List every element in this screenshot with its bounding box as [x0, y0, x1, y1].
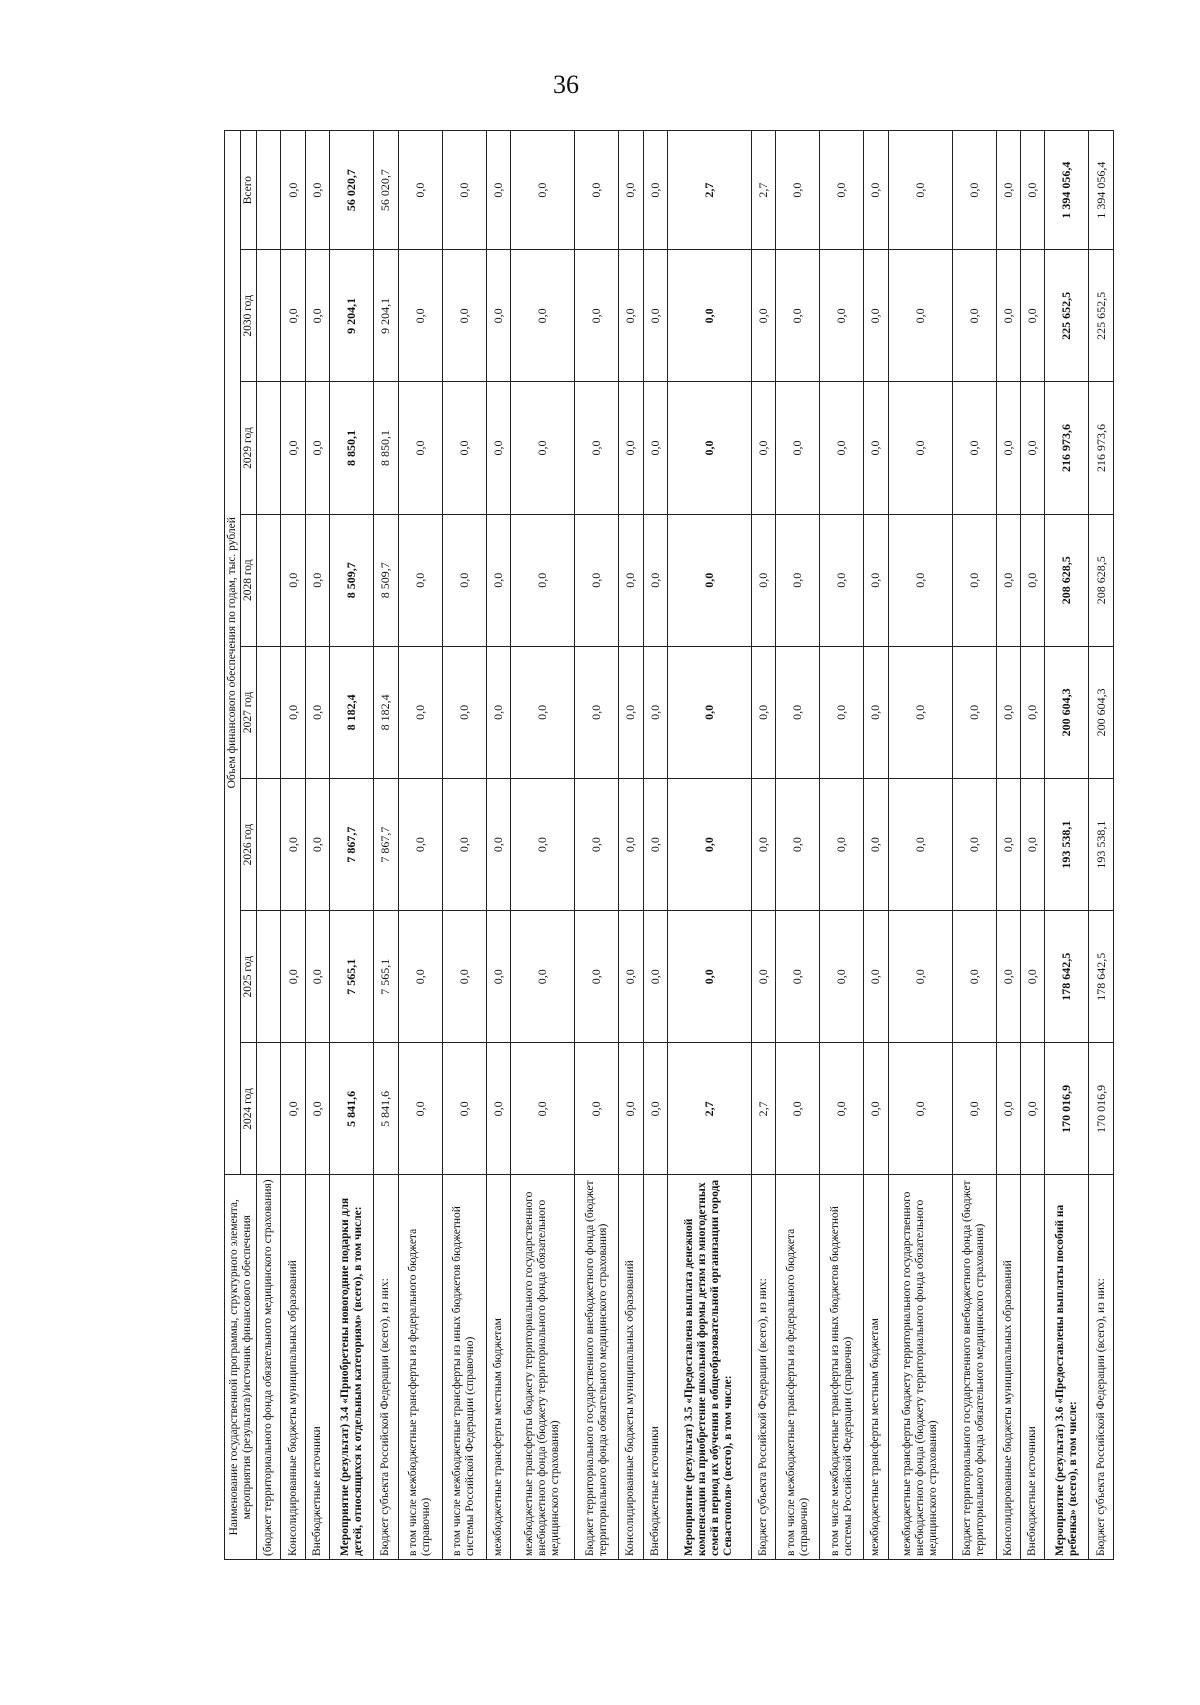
row-total-cell: 0,0: [511, 131, 575, 250]
table-row: [952, 131, 996, 1560]
row-value-cell: 200 604,3: [1045, 646, 1089, 778]
row-value-cell: 0,0: [643, 382, 667, 514]
row-value-cell: 0,0: [305, 778, 329, 910]
row-value-cell: 0,0: [619, 778, 643, 910]
row-value-cell: 0,0: [442, 646, 486, 778]
row-total-cell: 0,0: [820, 131, 864, 250]
row-value-cell: 0,0: [1020, 778, 1044, 910]
header-row-group: [225, 131, 241, 1560]
row-value-cell: 0,0: [442, 911, 486, 1043]
row-value-cell: 0,0: [996, 1043, 1020, 1175]
row-total-cell: 1 394 056,4: [1045, 131, 1089, 250]
row-value-cell: [257, 646, 281, 778]
row-value-cell: 8 509,7: [374, 514, 398, 646]
row-value-cell: 0,0: [775, 911, 819, 1043]
row-total-cell: 0,0: [643, 131, 667, 250]
row-value-cell: 0,0: [575, 250, 619, 382]
row-value-cell: 8 182,4: [374, 646, 398, 778]
header-year-cell: 2027 год: [241, 646, 257, 778]
header-year-cell: 2024 год: [241, 1043, 257, 1175]
table-row: [888, 131, 952, 1560]
table-row: [442, 131, 486, 1560]
row-value-cell: 0,0: [775, 514, 819, 646]
row-value-cell: 0,0: [667, 382, 751, 514]
row-value-cell: 0,0: [486, 778, 510, 910]
row-value-cell: 193 538,1: [1045, 778, 1089, 910]
row-value-cell: 0,0: [511, 1043, 575, 1175]
row-label-cell: межбюджетные трансферты местным бюджетам: [864, 1175, 888, 1560]
table-row: [330, 131, 374, 1560]
row-label-cell: (бюджет территориального фонда обязательного медицинского страхования): [257, 1175, 281, 1560]
row-value-cell: 0,0: [952, 514, 996, 646]
row-value-cell: 0,0: [775, 1043, 819, 1175]
table-row: [619, 131, 643, 1560]
row-value-cell: 0,0: [575, 911, 619, 1043]
row-value-cell: 0,0: [486, 911, 510, 1043]
row-value-cell: 8 509,7: [330, 514, 374, 646]
row-value-cell: 0,0: [398, 382, 442, 514]
row-label-cell: межбюджетные трансферты бюджету территориального государственного внебюджетного фонда (бюджету территориального фонда обязательного медицинского страхования): [511, 1175, 575, 1560]
row-total-cell: 56 020,7: [374, 131, 398, 250]
row-value-cell: 7 867,7: [330, 778, 374, 910]
row-value-cell: 5 841,6: [374, 1043, 398, 1175]
row-value-cell: 0,0: [952, 911, 996, 1043]
row-value-cell: 0,0: [996, 514, 1020, 646]
row-total-cell: 56 020,7: [330, 131, 374, 250]
row-value-cell: 0,0: [864, 646, 888, 778]
row-value-cell: 225 652,5: [1045, 250, 1089, 382]
row-value-cell: 0,0: [643, 1043, 667, 1175]
row-value-cell: 0,0: [864, 911, 888, 1043]
table-row: [667, 131, 751, 1560]
row-value-cell: 0,0: [281, 646, 305, 778]
table-row: [257, 131, 281, 1560]
row-value-cell: 178 642,5: [1089, 911, 1114, 1043]
row-value-cell: 0,0: [751, 250, 775, 382]
row-total-cell: 0,0: [486, 131, 510, 250]
table-row: [575, 131, 619, 1560]
row-label-cell: межбюджетные трансферты местным бюджетам: [486, 1175, 510, 1560]
row-value-cell: 208 628,5: [1045, 514, 1089, 646]
row-value-cell: 225 652,5: [1089, 250, 1114, 382]
row-value-cell: 0,0: [952, 382, 996, 514]
row-total-cell: 0,0: [996, 131, 1020, 250]
row-value-cell: 0,0: [888, 250, 952, 382]
row-value-cell: 170 016,9: [1089, 1043, 1114, 1175]
row-value-cell: 0,0: [952, 778, 996, 910]
row-value-cell: 0,0: [619, 514, 643, 646]
table-row: [751, 131, 775, 1560]
row-value-cell: 0,0: [751, 911, 775, 1043]
row-value-cell: 0,0: [281, 911, 305, 1043]
row-value-cell: 0,0: [1020, 250, 1044, 382]
row-value-cell: [257, 778, 281, 910]
row-value-cell: 0,0: [775, 646, 819, 778]
row-total-cell: 2,7: [751, 131, 775, 250]
row-value-cell: 0,0: [888, 1043, 952, 1175]
row-value-cell: 0,0: [281, 514, 305, 646]
row-value-cell: 0,0: [667, 514, 751, 646]
row-value-cell: 0,0: [398, 1043, 442, 1175]
row-value-cell: 7 565,1: [330, 911, 374, 1043]
row-value-cell: 0,0: [575, 646, 619, 778]
row-value-cell: 0,0: [305, 1043, 329, 1175]
table-row: [374, 131, 398, 1560]
table-container: [224, 130, 1114, 1560]
row-value-cell: 0,0: [442, 250, 486, 382]
row-value-cell: [257, 250, 281, 382]
row-value-cell: 0,0: [864, 250, 888, 382]
row-value-cell: 0,0: [398, 514, 442, 646]
row-label-cell: Консолидированные бюджеты муниципальных образований: [996, 1175, 1020, 1560]
row-value-cell: 0,0: [398, 911, 442, 1043]
row-value-cell: 0,0: [996, 250, 1020, 382]
row-value-cell: 5 841,6: [330, 1043, 374, 1175]
header-total-cell: Всего: [241, 131, 257, 250]
row-value-cell: 0,0: [619, 382, 643, 514]
table-row: [398, 131, 442, 1560]
row-value-cell: 0,0: [305, 911, 329, 1043]
row-value-cell: 0,0: [486, 514, 510, 646]
header-year-cell: 2030 год: [241, 250, 257, 382]
row-value-cell: 0,0: [281, 778, 305, 910]
row-value-cell: 0,0: [820, 911, 864, 1043]
row-value-cell: 0,0: [398, 778, 442, 910]
row-value-cell: 0,0: [511, 514, 575, 646]
row-value-cell: 0,0: [820, 1043, 864, 1175]
row-value-cell: 0,0: [486, 1043, 510, 1175]
row-total-cell: 0,0: [619, 131, 643, 250]
row-value-cell: 0,0: [398, 646, 442, 778]
row-value-cell: 0,0: [643, 911, 667, 1043]
row-label-cell: межбюджетные трансферты бюджету территориального государственного внебюджетного фонда (бюджету территориального фонда обязательного медицинского страхования): [888, 1175, 952, 1560]
row-value-cell: 0,0: [398, 250, 442, 382]
table-row: [820, 131, 864, 1560]
table-row: [486, 131, 510, 1560]
row-value-cell: 0,0: [575, 1043, 619, 1175]
row-value-cell: 216 973,6: [1045, 382, 1089, 514]
table-row: [281, 131, 305, 1560]
row-value-cell: 170 016,9: [1045, 1043, 1089, 1175]
table-row: [864, 131, 888, 1560]
row-value-cell: 0,0: [888, 911, 952, 1043]
row-value-cell: 0,0: [864, 382, 888, 514]
row-value-cell: 0,0: [751, 646, 775, 778]
row-value-cell: 8 850,1: [330, 382, 374, 514]
table-row: [775, 131, 819, 1560]
row-label-cell: в том числе межбюджетные трансферты из федерального бюджета (справочно): [398, 1175, 442, 1560]
row-value-cell: 0,0: [775, 382, 819, 514]
row-value-cell: 0,0: [643, 250, 667, 382]
row-value-cell: 0,0: [667, 250, 751, 382]
row-value-cell: 2,7: [751, 1043, 775, 1175]
row-value-cell: 0,0: [952, 250, 996, 382]
row-value-cell: 0,0: [667, 911, 751, 1043]
row-value-cell: 0,0: [511, 778, 575, 910]
row-value-cell: 0,0: [511, 382, 575, 514]
row-value-cell: 0,0: [820, 778, 864, 910]
row-value-cell: 0,0: [575, 778, 619, 910]
row-label-cell: Бюджет субъекта Российской Федерации (всего), из них:: [1089, 1175, 1114, 1560]
row-value-cell: 0,0: [643, 646, 667, 778]
row-value-cell: 0,0: [305, 250, 329, 382]
row-value-cell: 0,0: [864, 778, 888, 910]
row-value-cell: 0,0: [751, 514, 775, 646]
row-value-cell: 193 538,1: [1089, 778, 1114, 910]
row-total-cell: 0,0: [864, 131, 888, 250]
row-value-cell: 0,0: [775, 250, 819, 382]
header-year-cell: 2029 год: [241, 382, 257, 514]
row-value-cell: 0,0: [619, 911, 643, 1043]
table-row: [1089, 131, 1114, 1560]
row-label-cell: в том числе межбюджетные трансферты из иных бюджетов бюджетной системы Российской Федерации (справочно): [820, 1175, 864, 1560]
row-value-cell: 0,0: [486, 382, 510, 514]
row-value-cell: 0,0: [820, 250, 864, 382]
row-value-cell: 8 182,4: [330, 646, 374, 778]
row-total-cell: 1 394 056,4: [1089, 131, 1114, 250]
row-total-cell: 0,0: [398, 131, 442, 250]
row-value-cell: 0,0: [952, 646, 996, 778]
row-label-cell: Внебюджетные источники: [1020, 1175, 1044, 1560]
row-label-cell: в том числе межбюджетные трансферты из иных бюджетов бюджетной системы Российской Федерации (справочно): [442, 1175, 486, 1560]
row-value-cell: 0,0: [888, 778, 952, 910]
row-value-cell: 7 565,1: [374, 911, 398, 1043]
row-value-cell: 0,0: [775, 778, 819, 910]
row-value-cell: 9 204,1: [330, 250, 374, 382]
row-value-cell: 0,0: [820, 646, 864, 778]
table-row: [1020, 131, 1044, 1560]
row-label-cell: Мероприятие (результат) 3.6 «Предоставлены выплаты пособий на ребенка» (всего), в том числе:: [1045, 1175, 1089, 1560]
row-total-cell: 0,0: [775, 131, 819, 250]
financing-table: [224, 130, 1114, 1560]
row-value-cell: 0,0: [864, 1043, 888, 1175]
row-value-cell: 0,0: [952, 1043, 996, 1175]
row-total-cell: 0,0: [281, 131, 305, 250]
row-value-cell: 0,0: [667, 778, 751, 910]
row-value-cell: 0,0: [1020, 382, 1044, 514]
table-row: [643, 131, 667, 1560]
row-value-cell: 0,0: [442, 514, 486, 646]
row-label-cell: Бюджет территориального государственного внебюджетного фонда (бюджет территориального фонда обязательного медицинского страхования): [575, 1175, 619, 1560]
table-row: [305, 131, 329, 1560]
row-value-cell: 0,0: [511, 250, 575, 382]
row-total-cell: 0,0: [442, 131, 486, 250]
row-value-cell: 178 642,5: [1045, 911, 1089, 1043]
row-value-cell: 0,0: [888, 646, 952, 778]
row-label-cell: Мероприятие (результат) 3.5 «Предоставлена выплата денежной компенсации на приобретение школьной формы детям из многодетных семей в период их обучения в общеобразовательной организации города Севастополя» (всего), в том числе:: [667, 1175, 751, 1560]
row-value-cell: 0,0: [751, 382, 775, 514]
row-value-cell: [257, 911, 281, 1043]
row-value-cell: 0,0: [820, 382, 864, 514]
page-number: 36: [553, 70, 579, 99]
row-value-cell: 0,0: [511, 646, 575, 778]
table-row: [996, 131, 1020, 1560]
row-value-cell: 0,0: [575, 382, 619, 514]
row-label-cell: Бюджет территориального государственного внебюджетного фонда (бюджет территориального фонда обязательного медицинского страхования): [952, 1175, 996, 1560]
row-value-cell: 0,0: [442, 778, 486, 910]
row-total-cell: 2,7: [667, 131, 751, 250]
row-value-cell: 0,0: [511, 911, 575, 1043]
row-value-cell: [257, 1043, 281, 1175]
row-value-cell: 0,0: [281, 382, 305, 514]
row-label-cell: Внебюджетные источники: [305, 1175, 329, 1560]
row-value-cell: 0,0: [442, 1043, 486, 1175]
row-label-cell: Мероприятие (результат) 3.4 «Приобретены новогодние подарки для детей, относящихся к отдельным категориям» (всего), в том числе:: [330, 1175, 374, 1560]
header-group-cell: Объем финансового обеспечения по годам, тыс. рублей: [225, 131, 241, 1175]
row-total-cell: 0,0: [888, 131, 952, 250]
row-label-cell: Внебюджетные источники: [643, 1175, 667, 1560]
row-value-cell: [257, 514, 281, 646]
row-total-cell: 0,0: [952, 131, 996, 250]
row-value-cell: 0,0: [888, 514, 952, 646]
row-value-cell: 208 628,5: [1089, 514, 1114, 646]
row-value-cell: 0,0: [486, 250, 510, 382]
row-value-cell: 0,0: [281, 1043, 305, 1175]
row-value-cell: 0,0: [305, 646, 329, 778]
row-value-cell: 0,0: [1020, 911, 1044, 1043]
row-value-cell: 0,0: [888, 382, 952, 514]
row-value-cell: 0,0: [305, 514, 329, 646]
header-name-cell: Наименование государственной программы, структурного элемента, мероприятия (результата)/источник финансового обеспечения: [225, 1175, 257, 1560]
row-value-cell: 0,0: [996, 778, 1020, 910]
row-value-cell: 0,0: [667, 646, 751, 778]
row-label-cell: Консолидированные бюджеты муниципальных образований: [619, 1175, 643, 1560]
table-row: [511, 131, 575, 1560]
row-value-cell: 0,0: [442, 382, 486, 514]
row-value-cell: 7 867,7: [374, 778, 398, 910]
row-value-cell: 0,0: [281, 250, 305, 382]
row-value-cell: 2,7: [667, 1043, 751, 1175]
row-value-cell: 200 604,3: [1089, 646, 1114, 778]
row-total-cell: 0,0: [1020, 131, 1044, 250]
header-year-cell: 2028 год: [241, 514, 257, 646]
row-value-cell: 0,0: [1020, 1043, 1044, 1175]
row-value-cell: 0,0: [643, 514, 667, 646]
row-value-cell: 0,0: [619, 1043, 643, 1175]
row-value-cell: 0,0: [305, 382, 329, 514]
header-year-cell: 2026 год: [241, 778, 257, 910]
header-year-cell: 2025 год: [241, 911, 257, 1043]
row-label-cell: в том числе межбюджетные трансферты из федерального бюджета (справочно): [775, 1175, 819, 1560]
row-value-cell: 9 204,1: [374, 250, 398, 382]
row-value-cell: 0,0: [619, 646, 643, 778]
row-value-cell: 216 973,6: [1089, 382, 1114, 514]
row-value-cell: 0,0: [864, 514, 888, 646]
row-value-cell: 0,0: [575, 514, 619, 646]
row-value-cell: 0,0: [486, 646, 510, 778]
row-value-cell: 0,0: [996, 911, 1020, 1043]
row-value-cell: 0,0: [996, 646, 1020, 778]
rotated-table-frame: [224, 130, 1114, 1560]
row-value-cell: [257, 382, 281, 514]
row-total-cell: 0,0: [575, 131, 619, 250]
row-value-cell: 0,0: [1020, 514, 1044, 646]
table-row: [1045, 131, 1089, 1560]
row-value-cell: 0,0: [643, 778, 667, 910]
row-label-cell: Бюджет субъекта Российской Федерации (всего), из них:: [751, 1175, 775, 1560]
row-value-cell: 0,0: [619, 250, 643, 382]
row-total-cell: [257, 131, 281, 250]
row-value-cell: 0,0: [1020, 646, 1044, 778]
row-label-cell: Консолидированные бюджеты муниципальных образований: [281, 1175, 305, 1560]
row-value-cell: 0,0: [996, 382, 1020, 514]
row-value-cell: 0,0: [820, 514, 864, 646]
row-label-cell: Бюджет субъекта Российской Федерации (всего), из них:: [374, 1175, 398, 1560]
row-total-cell: 0,0: [305, 131, 329, 250]
row-value-cell: 8 850,1: [374, 382, 398, 514]
table-body: [257, 131, 1114, 1560]
row-value-cell: 0,0: [751, 778, 775, 910]
